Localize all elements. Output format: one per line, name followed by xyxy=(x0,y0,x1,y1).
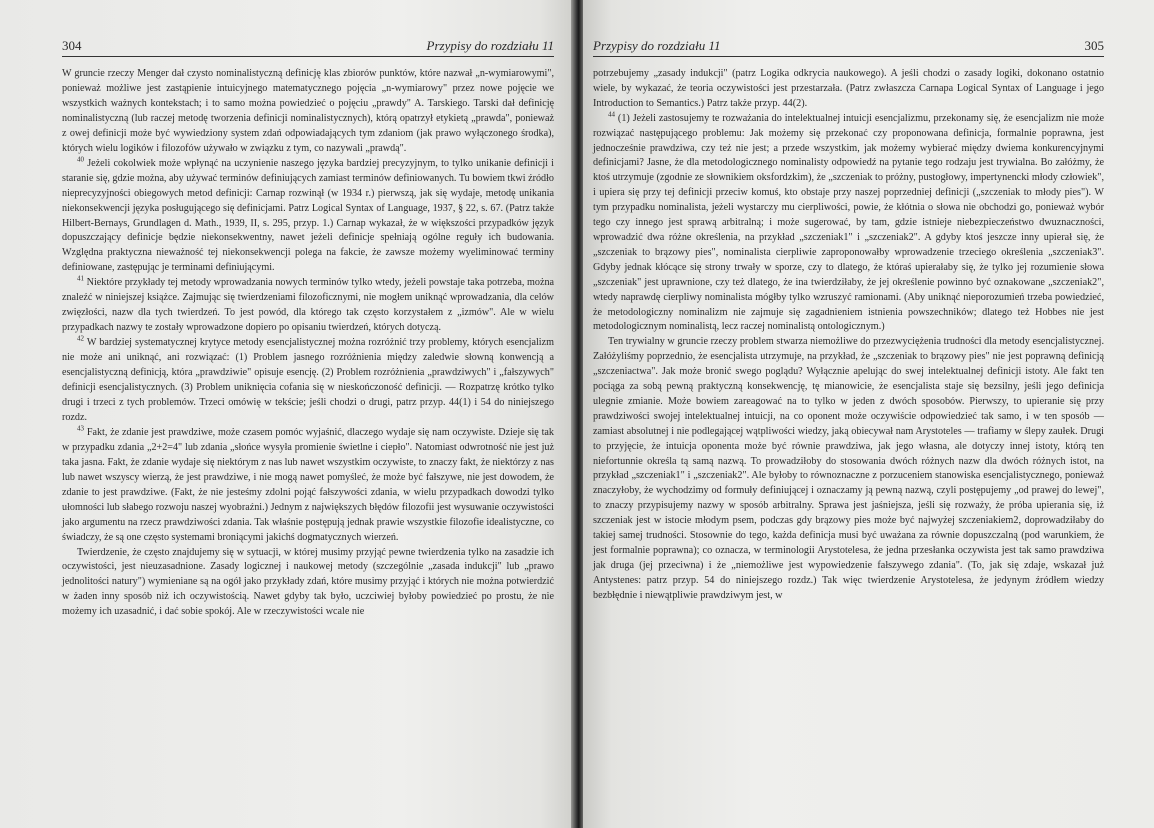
right-page xyxy=(583,0,1154,828)
paragraph: potrzebujemy „zasady indukcji" (patrz Logika odkrycia naukowego). A jeśli chodzi o zasady logiki, dokonano ostatnio wiele, by wykazać, że teoria oczywistości jest przestarzała. (Patrz zwłaszcza Carnapa Logical Syntax of Language i jego Introduction to Semantics.) Patrz także przyp. 44(2). xyxy=(593,68,1104,109)
right-body-text xyxy=(593,67,1104,604)
left-body-text xyxy=(62,67,554,620)
note-number: 43 xyxy=(77,424,84,433)
left-page xyxy=(0,0,574,828)
left-page-number: 304 xyxy=(62,38,82,53)
paragraph: Ten trywialny w gruncie rzeczy problem stwarza niemożliwe do przezwyciężenia trudności dla metody esencjalistycznej. Załóżyliśmy poprzednio, że esencjalista utrzymuje, na przykład, że „szczeniak to brązowy pies" nie jest poprawną definicją „szczeniactwa". Jak może bronić swego poglądu? Wyłącznie apelując do swej intelektualnej definicji istoty. Ale fakt ten pociąga za sobą pewną praktyczną konsekwencję, tę mianowicie, że esencjalista staje się bezsilny, jeśli jego definicja ulegnie zmianie. Może bowiem zareagować na to tylko w jeden z dwóch sposobów. Pierwszy, to upieranie się przy prawdziwości swojej intelektualnej intuicji, na co oponent może oczywiście odpowiedzieć tak samo, i w ten sposób — zamiast absolutnej i nie podlegającej wątpliwości wiedzy, jaką obiecywał nam Arystoteles — trafiamy w ślepy zaułek. Drugi to przyjęcie, że intuicja oponenta może być równie prawdziwa, jak jego własna, ale dotyczy innej istoty, którą ten niefortunnie określa tą samą nazwą. To prowadziłoby do stosowania dwóch różnych nazw dla dwóch różnych istot, na przykład „szczeniak1" i „szczeniak2". Ale byłoby to równoznaczne z porzuceniem stanowiska esencjalistycznego, ponieważ znaczyłoby, że wychodzimy od formuły definiującej i oznaczamy ją pewną nazwą, czyli postępujemy „od prawej do lewej", to znaczy przypisujemy nazwy w sposób arbitralny. Sprawa jest jaśniejsza, jeśli się rozważy, że próba upierania się, iż szczeniak jest w istocie młodym psem, podczas gdy brązowy pies może być najwyżej szczeniakiem2, doprowadziłaby do takiej samej trudności. Stosownie do tego, każda definicja musi być uważana za równie dopuszczalną (pod warunkiem, że jest formalnie poprawna); co oznacza, w terminologii Arystotelesa, że jedna przesłanka oczywista jest tak samo prawdziwa jak druga (jej przeciwna) i że „niemożliwe jest wypowiedzenie fałszywego zdania". (To, jak się zdaje, wskazał już Antystenes: patrz przyp. 54 do niniejszego rozdz.) Tak więc twierdzenie Arystotelesa, że jedynym źródłem wiedzy bezbłędnie i niewątpliwie prawdziwym jest, w xyxy=(593,336,1104,601)
note-number: 42 xyxy=(77,334,84,343)
right-page-number: 305 xyxy=(1084,38,1104,53)
left-running-title: Przypisy do rozdziału 11 xyxy=(426,38,554,53)
paragraph: W gruncie rzeczy Menger dał czysto nominalistyczną definicję klas zbiorów punktów, które nazwał „n-wymiarowymi", ponieważ możliwe jest zastąpienie intuicyjnego matematycznego pojęcia „n-wymiarowy" przez nowe pojęcie we wszystkich ważnych kontekstach; i to samo można powiedzieć o pojęciu „prawdy" A. Tarskiego. Tarski dał definicję nominalistyczną (lub raczej metodę tworzenia definicji nominalistycznych), którą opatrzył etykietą „prawda", ponieważ z owej definicji może być wywiedziony system zdań odpowiadających tym zdaniom (jak prawo wyłączonego środka), których wielu logików i filozofów używało w związku z tym, co nazywali „prawdą". xyxy=(62,68,554,154)
note-number: 40 xyxy=(77,155,84,164)
footnote-paragraph: $^{42}$ W bardziej systematycznej krytyce metody esencjalistycznej można rozróżnić trzy problemy, których esencjalizm nie może ani uniknąć, ani rozwiązać: (1) Problem jasnego rozróżnienia między zaledwie słowną konwencją a esencjalistyczną definicją, która „prawdziwie" opisuje esencję. (2) Problem rozróżnienia „prawdziwych" i „fałszywych" definicji esencjalistycznych. (3) Problem uniknięcia cofania się w nieskończoność definicji. — Rozpatrzę krótko tylko drugi i trzeci z tych problemów. Trzeci omówię w tekście; jeśli chodzi o drugi, patrz przyp. 44(1) i 54 do niniejszego rozdz. xyxy=(62,334,554,423)
footnote-paragraph: $^{41}$ Niektóre przykłady tej metody wprowadzania nowych terminów tylko wtedy, jeżeli powstaje taka potrzeba, można znaleźć w niniejszej książce. Zajmując się twierdzeniami filozoficznymi, nie mogłem uniknąć wprowadzania, dla celów zwięzłości, nazw dla tych twierdzeń. To jest powód, dla którego tak często korzystałem z „izmów". Ale w wielu przypadkach nazwy te zostały wprowadzone dopiero po opisaniu twierdzeń, których dotyczą. xyxy=(62,274,555,334)
footnote-paragraph: $^{44}$ (1) Jeżeli zastosujemy te rozważania do intelektualnej intuicji esencjalizmu, przekonamy się, że esencjalizm nie może rozwiązać następującego problemu: Jak możemy się przekonać czy proponowana definicja, formalnie poprawna, jest jednocześnie prawdziwa, czy też nie jest; a przede wszystkim, jak możemy wybierać między dwiema konkurencyjnymi definicjami? Jasne, że dla metodologicznego nominalisty odpowiedź na pytanie tego rodzaju jest trywialna. Bo załóżmy, że ktoś utrzymuje (zgodnie ze słownikiem oksfordzkim), że „szczeniak to próżny, pustogłowy, impertynencki młody człowiek", i upiera się przy tej definicji przeciw komuś, kto obstaje przy naszej poprzedniej definicji („szczeniak to młody pies"). W tym przypadku nominalista, jeżeli wystarczy mu cierpliwości, powie, że kłótnia o słowa nie obchodzi go, ponieważ wybór tego czy innego jest sprawą arbitralną; i może sugerować, by tam, gdzie istnieje niebezpieczeństwo dwuznaczności, wprowadzić dwa różne określenia, na przykład „szczeniak1" i „szczeniak2". A gdyby ktoś jeszcze inny upierał się, że „szczeniak to brązowy pies", nominalista cierpliwie zaproponowałby wprowadzenie trzeciego określenia „szczeniak3". Gdyby jednak kłócące się strony trwały w sporze, czy to dlatego, że któraś upierałaby się, że tylko jej rozumienie słowa „szczeniak" jest uprawnione, czy też dlatego, że ina twierdziłaby, że jej określenie powinno być oznakowane „szczeniak2", wtedy naprawdę cierpliwy nominalista mógłby tylko wzruszyć ramionami. (Aby uniknąć nieporozumień trzeba powiedzieć, że metodologiczny nominalizm nie zajmuje się zagadnieniem istnienia powszechników; dlatego też Hobbes nie jest metodologicznym nominalistą, lecz raczej nominalistą ontologicznym.) xyxy=(593,110,1104,333)
right-running-title: Przypisy do rozdziału 11 xyxy=(593,38,721,53)
footnote-paragraph: $^{43}$ Fakt, że zdanie jest prawdziwe, może czasem pomóc wyjaśnić, dlaczego wydaje się nam oczywiste. Dzieje się tak w przypadku zdania „2+2=4" lub zdania „słońce wysyła promienie świetlne i ciepło". Natomiast odwrotność nie jest już taka jasna. Fakt, że zdanie wydaje się niektórym z nas lub nawet wszystkim oczywiste, to znaczy fakt, że niektórzy z nas lub nawet wszyscy wierzą, że jest prawdziwe, i nie mogą nawet pomyśleć, że może być fałszywe, nie jest dowodem, że zdanie to jest prawdziwe. (Fakt, że nie jesteśmy zdolni pojąć fałszywości zdania, w wielu przypadkach dowodzi tylko ułomności lub słabego rozwoju naszej wyobraźni.) Jednym z największych błędów filozofii jest wysuwanie oczywistości jako argumentu na rzecz prawdziwości zdania. Tak właśnie postępują jednak prawie wszystkie filozofie idealistyczne, co świadczy, że są one często systemami broniącymi jakichś dogmatycznych wierzeń. xyxy=(62,424,554,543)
note-number: 44 xyxy=(608,110,615,119)
left-running-head xyxy=(62,38,554,57)
note-number: 41 xyxy=(77,274,84,283)
right-running-head xyxy=(593,38,1104,57)
paragraph: Twierdzenie, że często znajdujemy się w sytuacji, w której musimy przyjąć pewne twierdzenia tylko na zasadzie ich oczywistości, jest nieuzasadnione. Zasady logicznej i naukowej metody (szczególnie „zasada indukcji" lub „prawo jednolitości natury") wymieniane są na ogół jako przykłady zdań, które musimy przyjąć i których nie można potwierdzić w żaden inny sposób niż ich oczywistością. Nawet gdyby tak było, uczciwiej byłoby powiedzieć po prostu, że nie możemy ich uzasadnić, i dać sobie spokój. Ale w rzeczywistości wcale nie xyxy=(62,546,554,618)
footnote-paragraph: $^{40}$ Jeżeli cokolwiek może wpłynąć na uczynienie naszego języka bardziej precyzyjnym, to tylko unikanie definicji i staranie się, gdzie można, aby używać terminów definiujących zamiast terminów definiowanych. Tu bowiem tkwi źródło nieprecyzyjności obiegowych metod definicji: Carnap rozwinął (w 1934 r.) pierwszą, jak się wydaje, metodę unikania niekonsekwencji języka posługującego się definicjami. Patrz Logical Syntax of Language, 1937, § 22, s. 67. (Patrz także Hilbert-Bernays, Grundlagen d. Math., 1939, II, s. 295, przyp. 1.) Carnap wykazał, że w większości przypadków język dopuszczający definicje będzie niekonsekwentny, nawet jeżeli definicje spełniają ogólne reguły ich budowania. Względna praktyczna nieważność tej niekonsekwencji polega na fakcie, że zawsze możemy wyeliminować terminy definiowane, zastępując je terminami definiującymi. xyxy=(62,155,554,274)
